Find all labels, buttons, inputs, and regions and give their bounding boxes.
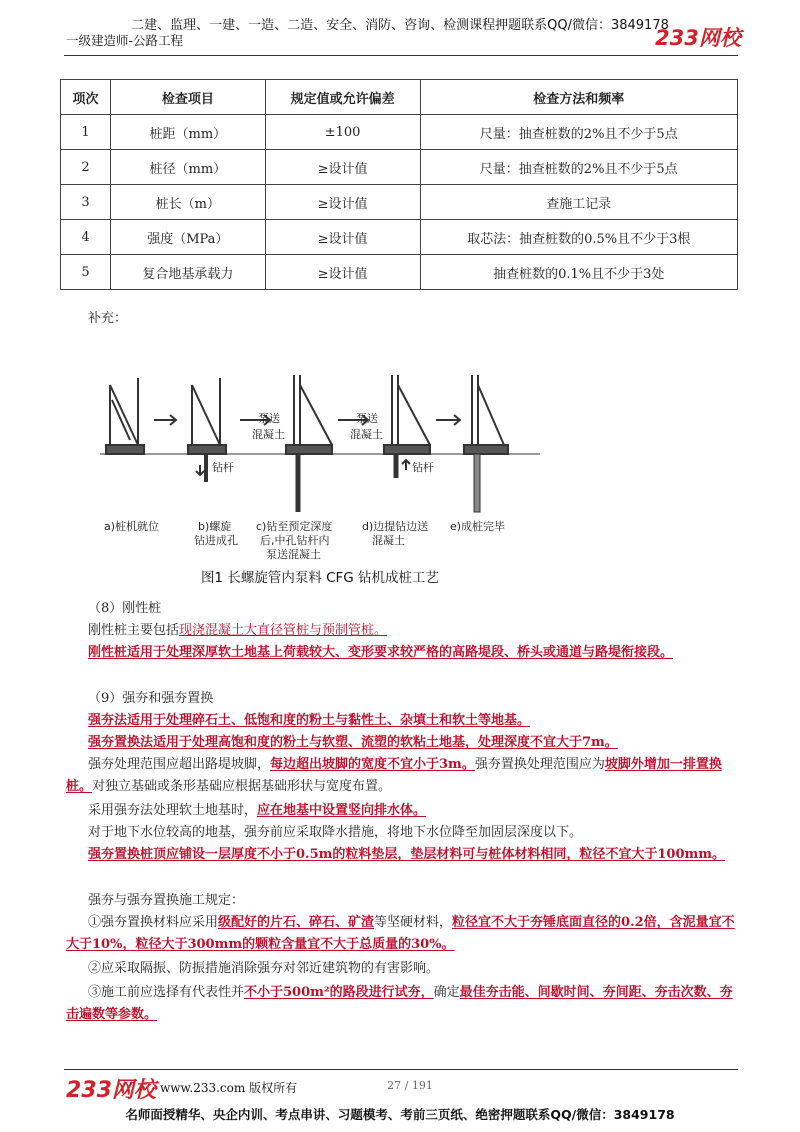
table-cell: 复合地基承载力 <box>110 255 265 290</box>
arrow-up-icon <box>402 460 410 470</box>
table-header-cell: 规定值或允许偏差 <box>265 80 420 115</box>
table-cell: 桩长（m） <box>110 185 265 220</box>
cfg-process-diagram <box>100 340 540 590</box>
section-9-paragraph-10 <box>66 982 738 1026</box>
figure-step-label: d)边提钻边送 <box>362 520 429 533</box>
arrow-icon <box>154 415 176 425</box>
inspection-table <box>60 79 738 290</box>
document-subtitle: 一级建造师-公路工程 <box>66 33 184 48</box>
table-cell: 桩距（mm） <box>110 115 265 150</box>
table-header-cell: 检查项目 <box>110 80 265 115</box>
figure-step-label: 混凝土 <box>372 534 405 547</box>
table-row <box>61 115 738 150</box>
table-cell: 尺量：抽查桩数的2%且不少于5点 <box>420 115 738 150</box>
highlight-text: 坡脚外增加一排置换桩。 <box>66 757 722 794</box>
table-cell: 抽查桩数的0.1%且不少于3处 <box>420 255 738 290</box>
rig-c <box>286 375 332 512</box>
text-run: ①强夯置换材料应采用 <box>88 915 219 930</box>
figure-label: 泵送 <box>356 412 378 425</box>
figure-step-label: a)桩机就位 <box>104 520 160 533</box>
section-9-paragraph-7: 强夯与强夯置换施工规定： <box>88 893 245 908</box>
section-9-paragraph-8 <box>66 912 738 956</box>
figure-step-label: 钻进成孔 <box>194 534 238 547</box>
section-9-title: （9）强夯和强夯置换 <box>88 691 214 706</box>
figure-label: 钻杆 <box>212 461 234 474</box>
header-divider <box>64 55 738 56</box>
rig-a <box>106 378 144 454</box>
figure-caption: 图1 长螺旋管内泵料 CFG 钻机成桩工艺 <box>200 570 440 586</box>
figure-step-label: c)钻至预定深度 <box>256 520 333 533</box>
figure-step-label: b)螺旋 <box>198 520 232 533</box>
cfg-pile-process-figure <box>100 340 540 590</box>
footer-logo: 233网校 <box>66 1078 156 1103</box>
table-row <box>61 255 738 290</box>
section-9-paragraph-9: ②应采取隔振、防振措施消除强夯对邻近建筑物的有害影响。 <box>88 961 440 976</box>
section-9-paragraph-5: 对于地下水位较高的地基，强夯前应采取降水措施，将地下水位降至加固层深度以下。 <box>88 825 583 840</box>
text-run: 强夯处理范围应超出路堤坡脚， <box>88 757 271 772</box>
table-cell: 取芯法：抽查桩数的0.5%且不少于3根 <box>420 220 738 255</box>
header-contact-text: 二建、监理、一建、一造、二造、安全、消防、咨询、检测课程押题联系QQ/微信：3849178 <box>131 18 669 33</box>
highlight-text: 应在地基中设置竖向排水体。 <box>257 803 427 818</box>
section-9-paragraph-4 <box>88 800 426 822</box>
figure-step-label: 泵送混凝土 <box>266 548 321 561</box>
text-run: 确定 <box>433 985 460 1000</box>
table-cell: ≥设计值 <box>265 150 420 185</box>
table-cell: 2 <box>61 150 111 185</box>
table-row <box>61 185 738 220</box>
figure-label: 钻杆 <box>412 461 434 474</box>
table-cell: 5 <box>61 255 111 290</box>
text-run: 刚性桩主要包括 <box>88 623 180 638</box>
table-cell: ≥设计值 <box>265 220 420 255</box>
section-9-paragraph-6: 强夯置换桩顶应铺设一层厚度不小于0.5m的粒料垫层，垫层材料可与桩体材料相同，粒径不宜大于100mm。 <box>88 847 726 862</box>
table-cell: 桩径（mm） <box>110 150 265 185</box>
table-header-row <box>61 80 738 115</box>
table-header-cell: 项次 <box>61 80 111 115</box>
highlight-text: 现浇混凝土大直径管桩与预制管桩。 <box>179 623 388 638</box>
highlight-text: 级配好的片石、碎石、矿渣 <box>218 915 375 930</box>
footer-site: www.233.com 版权所有 <box>160 1081 298 1095</box>
highlight-text: 每边超出坡脚的宽度不宜小于3m。 <box>270 757 475 772</box>
page-number: 27 / 191 <box>387 1079 433 1092</box>
supplement-label: 补充： <box>88 311 128 326</box>
table-row <box>61 220 738 255</box>
section-8-title: （8）刚性桩 <box>88 601 162 616</box>
rig-e <box>464 375 508 512</box>
arrow-down-icon <box>196 465 204 475</box>
footer-divider <box>64 1069 738 1070</box>
table-cell: 尺量：抽查桩数的2%且不少于5点 <box>420 150 738 185</box>
table-cell: ≥设计值 <box>265 185 420 220</box>
section-9-paragraph-1: 强夯法适用于处理碎石土、低饱和度的粉土与黏性土、杂填土和软土等地基。 <box>88 713 531 728</box>
text-run: 等坚硬材料， <box>374 915 453 930</box>
table-cell: 4 <box>61 220 111 255</box>
highlight-text: 最佳夯击能、间歇时间、夯间距、夯击次数、夯击遍数等参数。 <box>66 985 733 1022</box>
figure-step-label: 后,中孔钻杆内 <box>260 534 330 547</box>
figure-label: 混凝土 <box>350 428 383 441</box>
table-cell: ±100 <box>265 115 420 150</box>
brand-logo: 233网校 <box>655 26 741 50</box>
section-9-paragraph-2: 强夯置换法适用于处理高饱和度的粉土与软塑、流塑的软粘土地基，处理深度不宜大于7m。 <box>88 735 618 750</box>
footer-contact-text: 名师面授精华、央企内训、考点串讲、习题模考、考前三页纸、绝密押题联系QQ/微信：3849178 <box>125 1107 675 1122</box>
arrow-icon <box>436 415 460 425</box>
table-cell: ≥设计值 <box>265 255 420 290</box>
figure-step-label: e)成桩完毕 <box>450 520 506 533</box>
table-row <box>61 150 738 185</box>
figure-label: 混凝土 <box>252 428 285 441</box>
text-run: 采用强夯法处理软土地基时， <box>88 803 258 818</box>
text-run: ③施工前应选择有代表性并 <box>88 985 245 1000</box>
table-cell: 强度（MPa） <box>110 220 265 255</box>
highlight-text: 粒径宜不大于夯锤底面直径的0.2倍，含泥量宜不大于10%，粒径大于300mm的颗粒含量宜不大于总质量的30%。 <box>66 915 735 952</box>
table-header-cell: 检查方法和频率 <box>420 80 738 115</box>
highlight-text: 不小于500m²的路段进行试夯， <box>244 985 434 1000</box>
figure-label: 泵送 <box>258 412 280 425</box>
table-cell: 3 <box>61 185 111 220</box>
section-8-paragraph-2: 刚性桩适用于处理深厚软土地基上荷载较大、变形要求较严格的高路堤段、桥头或通道与路堤衔接段。 <box>88 645 674 660</box>
section-8-paragraph-1 <box>88 620 387 642</box>
text-run: 强夯置换处理范围应为 <box>474 757 605 772</box>
section-9-paragraph-3 <box>66 754 738 798</box>
text-run: 对独立基础或条形基础应根据基础形状与宽度布置。 <box>92 779 392 794</box>
table-cell: 1 <box>61 115 111 150</box>
table-cell: 查施工记录 <box>420 185 738 220</box>
